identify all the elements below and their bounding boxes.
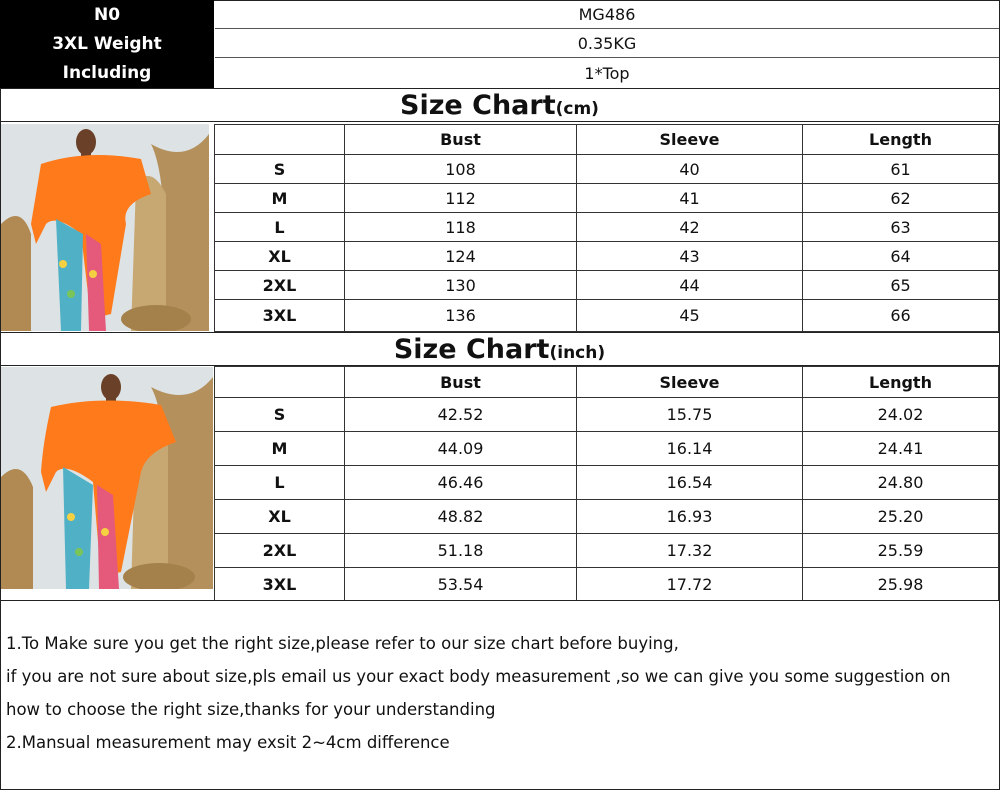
note-line: how to choose the right size,thanks for your understanding [6,700,496,719]
table-row [215,398,999,432]
size-chart-cm-title [0,88,999,122]
info-value-weight: 0.35KG [215,29,999,58]
sleeve-cell: 17.72 [577,568,803,601]
length-cell: 64 [803,242,999,271]
size-cell: 3XL [215,568,345,601]
table-row [215,500,999,534]
length-cell: 61 [803,155,999,184]
length-cell: 25.59 [803,534,999,568]
info-label-number: N0 [0,0,214,29]
sleeve-cell: 40 [577,155,803,184]
table-row [215,300,999,332]
size-cell: 3XL [215,300,345,332]
sizing-notes [0,600,999,788]
length-cell: 24.02 [803,398,999,432]
size-cell: L [215,466,345,500]
sleeve-cell: 17.32 [577,534,803,568]
size-table-inch [214,366,999,601]
length-cell: 66 [803,300,999,332]
bust-cell: 53.54 [345,568,577,601]
info-row-including [0,58,999,88]
length-cell: 65 [803,271,999,300]
note-line: 2.Mansual measurement may exsit 2~4cm difference [6,733,450,752]
header-sleeve: Sleeve [577,125,803,155]
info-label-including: Including [0,58,214,88]
bust-cell: 48.82 [345,500,577,534]
size-cell: S [215,155,345,184]
sleeve-cell: 16.54 [577,466,803,500]
product-info [0,0,999,88]
table-row [215,213,999,242]
table-row [215,155,999,184]
table-row [215,534,999,568]
header-size [215,125,345,155]
length-cell: 25.20 [803,500,999,534]
sleeve-cell: 16.14 [577,432,803,466]
size-cell: XL [215,242,345,271]
header-length: Length [803,125,999,155]
size-cell: S [215,398,345,432]
table-row [215,466,999,500]
header-length: Length [803,367,999,398]
size-cell: 2XL [215,534,345,568]
length-cell: 24.80 [803,466,999,500]
header-size [215,367,345,398]
table-row [215,271,999,300]
bust-cell: 130 [345,271,577,300]
bust-cell: 51.18 [345,534,577,568]
header-bust: Bust [345,367,577,398]
chart-title-text: Size Chart [400,89,556,121]
chart-unit-text: (inch) [549,343,606,363]
bust-cell: 42.52 [345,398,577,432]
info-row-number [0,0,999,29]
info-label-weight: 3XL Weight [0,29,214,58]
chart-title-text: Size Chart [393,333,550,365]
model-photo-1 [1,124,209,331]
table-row [215,568,999,601]
size-chart-inch-title [0,332,999,366]
table-row [215,242,999,271]
sleeve-cell: 42 [577,213,803,242]
size-cell: 2XL [215,271,345,300]
length-cell: 62 [803,184,999,213]
table-header-row [215,125,999,155]
info-value-number: MG486 [215,0,999,29]
table-header-row [215,367,999,398]
sleeve-cell: 43 [577,242,803,271]
size-cell: M [215,184,345,213]
model-photo-2 [1,367,213,589]
table-row [215,432,999,466]
bust-cell: 118 [345,213,577,242]
sleeve-cell: 41 [577,184,803,213]
sleeve-cell: 44 [577,271,803,300]
size-cell: XL [215,500,345,534]
bust-cell: 44.09 [345,432,577,466]
bust-cell: 112 [345,184,577,213]
bust-cell: 46.46 [345,466,577,500]
size-table-cm [214,124,999,332]
info-row-weight [0,29,999,58]
length-cell: 25.98 [803,568,999,601]
chart-unit-text: (cm) [555,99,599,119]
length-cell: 24.41 [803,432,999,466]
sleeve-cell: 16.93 [577,500,803,534]
table-row [215,184,999,213]
info-value-including: 1*Top [584,63,630,83]
bust-cell: 108 [345,155,577,184]
header-sleeve: Sleeve [577,367,803,398]
size-cell: L [215,213,345,242]
bust-cell: 136 [345,300,577,332]
sleeve-cell: 45 [577,300,803,332]
length-cell: 63 [803,213,999,242]
note-line: 1.To Make sure you get the right size,please refer to our size chart before buying, [6,634,679,653]
sleeve-cell: 15.75 [577,398,803,432]
size-cell: M [215,432,345,466]
note-line: if you are not sure about size,pls email us your exact body measurement ,so we can give you some suggestion on [6,667,951,686]
bust-cell: 124 [345,242,577,271]
header-bust: Bust [345,125,577,155]
